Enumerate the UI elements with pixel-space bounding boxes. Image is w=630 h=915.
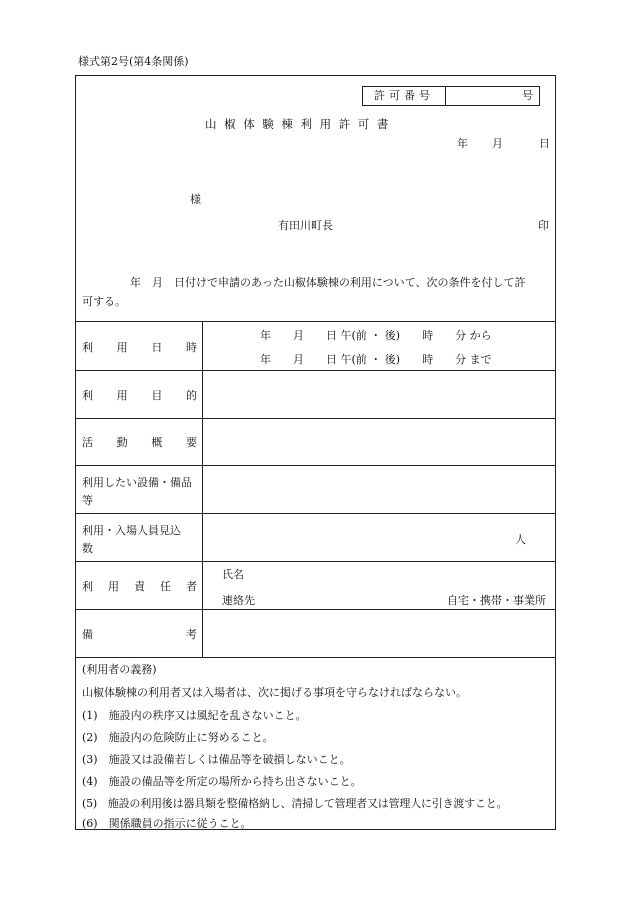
duty-item: (4) 施設の備品等を所定の場所から持ち出さないこと。 bbox=[82, 775, 362, 788]
row-divider bbox=[75, 370, 556, 371]
duty-item: (6) 関係職員の指示に従うこと。 bbox=[82, 817, 252, 830]
duty-item: (3) 施設又は設備若しくは備品等を破損しないこと。 bbox=[82, 753, 351, 766]
label-responsible-person: 利 用 責 任 者 bbox=[82, 580, 197, 593]
label-usage-purpose: 利 用 目 的 bbox=[82, 389, 197, 402]
duty-item: (5) 施設の利用後は器具類を整備格納し、清掃して管理者又は管理人に引き渡すこと。 bbox=[82, 797, 508, 810]
label-visitors-line1: 利用・入場人員見込 bbox=[82, 524, 181, 537]
duties-heading: (利用者の義務) bbox=[82, 663, 157, 676]
label-usage-datetime: 利 用 日 時 bbox=[82, 341, 197, 354]
responsible-contact-label: 連絡先 bbox=[222, 594, 255, 607]
duties-intro: 山椒体験棟の利用者又は入場者は、次に掲げる事項を守らなければならない。 bbox=[82, 686, 467, 699]
datetime-to: 年 月 日 午(前 ・ 後) 時 分 まで bbox=[260, 353, 492, 366]
date-year: 年 bbox=[457, 137, 468, 150]
visitors-unit: 人 bbox=[515, 533, 526, 546]
responsible-name-label: 氏名 bbox=[222, 568, 244, 581]
row-divider bbox=[75, 657, 556, 658]
row-divider bbox=[75, 418, 556, 419]
duty-item: (2) 施設内の危険防止に努めること。 bbox=[82, 731, 274, 744]
contact-options: 自宅・携帯・事業所 bbox=[447, 594, 546, 607]
datetime-from: 年 月 日 午(前 ・ 後) 時 分 から bbox=[260, 329, 492, 342]
row-divider bbox=[75, 321, 556, 322]
label-remarks: 備 考 bbox=[82, 628, 197, 641]
row-divider bbox=[75, 465, 556, 466]
date-month: 月 bbox=[492, 137, 503, 150]
label-activity-summary: 活 動 概 要 bbox=[82, 436, 197, 449]
addressee-suffix: 様 bbox=[190, 193, 201, 206]
seal-mark: 印 bbox=[538, 219, 549, 232]
row-divider bbox=[75, 609, 556, 610]
row-divider bbox=[75, 561, 556, 562]
duty-item: (1) 施設内の秩序又は風紀を乱さないこと。 bbox=[82, 709, 307, 722]
label-equipment-line2: 等 bbox=[82, 494, 93, 507]
document-title: 山椒体験棟利用許可書 bbox=[205, 117, 396, 131]
permit-number-suffix: 号 bbox=[522, 89, 533, 102]
row-divider bbox=[75, 513, 556, 514]
form-number: 様式第2号(第4条関係) bbox=[78, 55, 189, 68]
intro-line-2: 可する。 bbox=[82, 295, 126, 308]
permit-number-label: 許可番号 bbox=[363, 87, 446, 105]
label-equipment-line1: 利用したい設備・備品 bbox=[82, 476, 192, 489]
label-visitors-line2: 数 bbox=[82, 542, 93, 555]
date-day: 日 bbox=[539, 137, 550, 150]
permit-number-box bbox=[362, 86, 540, 106]
intro-line-1: 年 月 日付けで申請のあった山椒体験棟の利用について、次の条件を付して許 bbox=[130, 276, 526, 289]
column-divider bbox=[202, 321, 203, 657]
issuer-name: 有田川町長 bbox=[278, 219, 333, 232]
